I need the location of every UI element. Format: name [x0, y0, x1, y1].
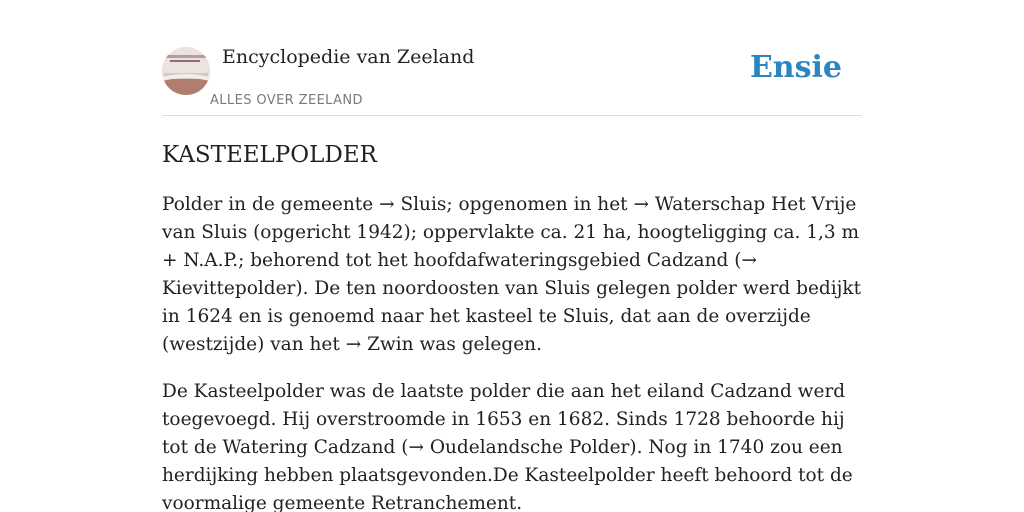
xref-sluis-link[interactable]: → Sluis [379, 194, 447, 215]
xref-kievittepolder-link[interactable]: → Kievittepolder [162, 250, 757, 299]
text-segment: ). Nog in 1740 zou een herdijking hebben plaatsgevonden.De Kasteelpolder heeft behoord tot de voormalige gemeente Retranchement. [162, 437, 853, 512]
article-paragraph-1 [162, 191, 862, 359]
text-segment: (opgericht 1942); oppervlakte ca. 21 ha, hoogteligging ca. 1,3 m + N.A.P.; behorend tot het hoofdafwateringsgebied Cadzand ( [162, 222, 860, 271]
xref-zwin-link[interactable]: → Zwin [345, 334, 414, 355]
site-subtitle: ALLES OVER ZEELAND [210, 93, 363, 108]
header-divider [162, 115, 862, 116]
xref-waterschap-link[interactable]: → Waterschap Het Vrije van Sluis [162, 194, 857, 243]
site-header [162, 44, 862, 116]
brand-logo[interactable]: Ensie [749, 50, 842, 85]
text-segment: Polder in de gemeente [162, 194, 380, 215]
book-image-icon [162, 47, 210, 95]
text-segment: ). De ten noordoosten van Sluis gelegen polder werd bedijkt in 1624 en is genoemd naar het kasteel te Sluis, dat aan de overzijde (westzijde) van het [162, 278, 862, 355]
text-segment: De Kasteelpolder was de laatste polder die aan het eiland Cadzand werd toegevoegd. Hij overstroomde in 1653 en 1682. Sinds 1728 behoorde hij tot de Watering Cadzand ( [162, 381, 846, 458]
site-title[interactable]: Encyclopedie van Zeeland [222, 46, 475, 68]
text-segment: ; opgenomen in het [446, 194, 634, 215]
site-avatar[interactable] [162, 47, 210, 95]
article-paragraph-2 [162, 378, 862, 512]
text-segment: was gelegen. [413, 334, 542, 355]
article-title: KASTEELPOLDER [162, 142, 377, 168]
xref-oudelandsche-polder-link[interactable]: → Oudelandsche Polder [408, 437, 630, 458]
article [162, 140, 862, 512]
